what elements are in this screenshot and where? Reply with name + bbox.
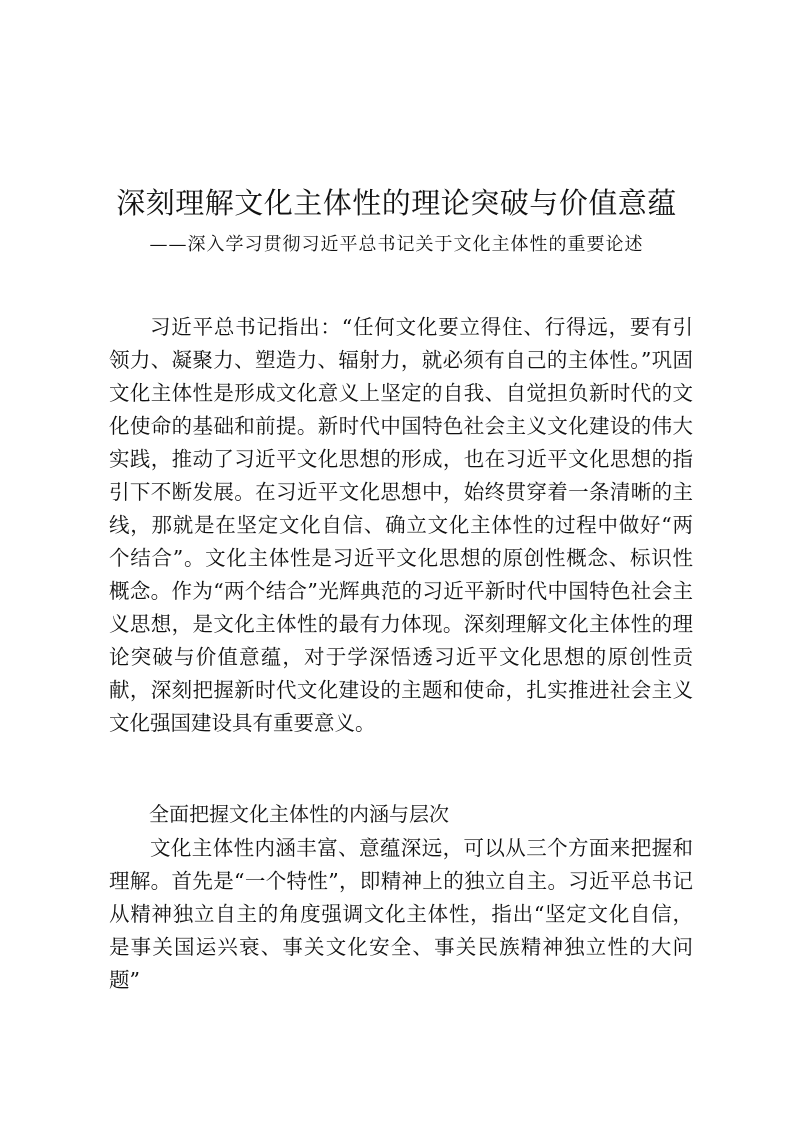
document-subtitle: ——深入学习贯彻习近平总书记关于文化主体性的重要论述 — [149, 234, 644, 255]
document-title: 深刻理解文化主体性的理论突破与价值意蕴 — [116, 186, 677, 220]
body-paragraph: 习近平总书记指出：“任何文化要立得住、行得远，要有引领力、凝聚力、塑造力、辐射力，就必须有自己的主体性。”巩固文化主体性是形成文化意义上坚定的自我、自觉担负新时代的文化使命的基础和前提。新时代中国特色社会主义文化建设的伟大实践，推动了习近平文化思想的形成，也在习近平文化思想的指引下不断发展。在习近平文化思想中，始终贯穿着一条清晰的主线，那就是在坚定文化自信、确立文化主体性的过程中做好“两个结合”。文化主体性是习近平文化思想的原创性概念、标识性概念。作为“两个结合”光辉典范的习近平新时代中国特色社会主义思想，是文化主体性的最有力体现。深刻理解文化主体性的理论突破与价值意蕴，对于学深悟透习近平文化思想的原创性贡献，深刻把握新时代文化建设的主题和使命，扎实推进社会主义文化强国建设具有重要意义。 — [109, 315, 693, 735]
body-paragraph: 文化主体性内涵丰富、意蕴深远，可以从三个方面来把握和理解。首先是“一个特性”，即精神上的独立自主。习近平总书记从精神独立自主的角度强调文化主体性，指出“坚定文化自信，是事关国运兴衰、事关文化安全、事关民族精神独立性的大问题” — [109, 836, 693, 992]
section-heading: 全面把握文化主体性的内涵与层次 — [149, 802, 449, 826]
